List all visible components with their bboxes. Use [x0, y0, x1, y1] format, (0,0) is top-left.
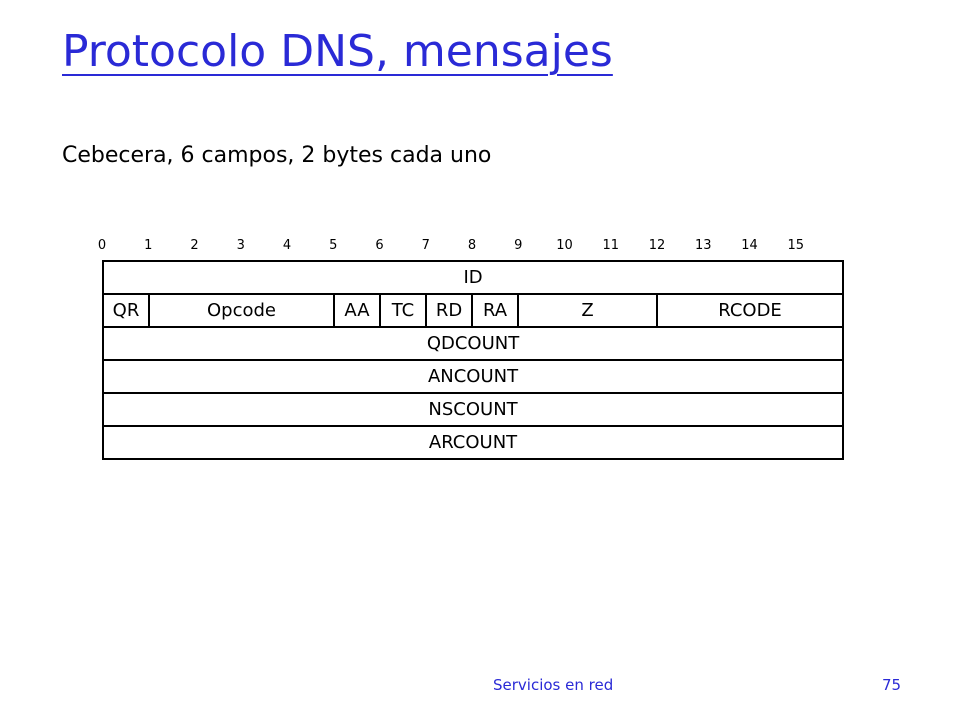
field-z: Z — [518, 294, 657, 327]
field-qr: QR — [103, 294, 149, 327]
field-aa: AA — [334, 294, 380, 327]
bit-label: 10 — [556, 238, 573, 253]
field-tc: TC — [380, 294, 426, 327]
bit-label: 4 — [282, 238, 292, 253]
page-number: 75 — [882, 676, 902, 694]
bit-label: 2 — [190, 238, 199, 253]
field-opcode: Opcode — [149, 294, 334, 327]
field-qdcount: QDCOUNT — [103, 327, 843, 360]
field-nscount: NSCOUNT — [103, 393, 843, 426]
slide-title: Protocolo DNS, mensajes — [62, 26, 613, 77]
bit-label: 1 — [144, 238, 153, 253]
bit-label: 6 — [375, 238, 384, 253]
field-ra: RA — [472, 294, 518, 327]
bit-label: 13 — [694, 238, 712, 253]
header-row-id — [103, 261, 843, 294]
header-row-qdcount — [103, 327, 843, 360]
field-arcount: ARCOUNT — [103, 426, 843, 459]
bit-label: 9 — [514, 238, 523, 253]
header-row-nscount — [103, 393, 843, 426]
field-id: ID — [103, 261, 843, 294]
header-row-arcount — [103, 426, 843, 459]
field-rcode: RCODE — [657, 294, 843, 327]
bit-label: 12 — [648, 238, 666, 253]
slide-subtitle: Cebecera, 6 campos, 2 bytes cada uno — [62, 143, 492, 168]
footer-source: Servicios en red — [493, 676, 614, 694]
bit-label: 8 — [467, 238, 477, 253]
field-rd: RD — [426, 294, 472, 327]
bit-label: 15 — [787, 238, 805, 253]
bit-label: 3 — [236, 238, 245, 253]
bit-position-scale — [97, 238, 842, 258]
bit-label: 7 — [421, 238, 430, 253]
header-row-flags — [103, 294, 843, 327]
bit-label: 11 — [602, 238, 620, 253]
dns-header-diagram — [102, 260, 844, 460]
bit-label: 14 — [741, 238, 758, 253]
bit-label: 0 — [97, 238, 107, 253]
header-row-ancount — [103, 360, 843, 393]
field-ancount: ANCOUNT — [103, 360, 843, 393]
bit-label: 5 — [329, 238, 338, 253]
